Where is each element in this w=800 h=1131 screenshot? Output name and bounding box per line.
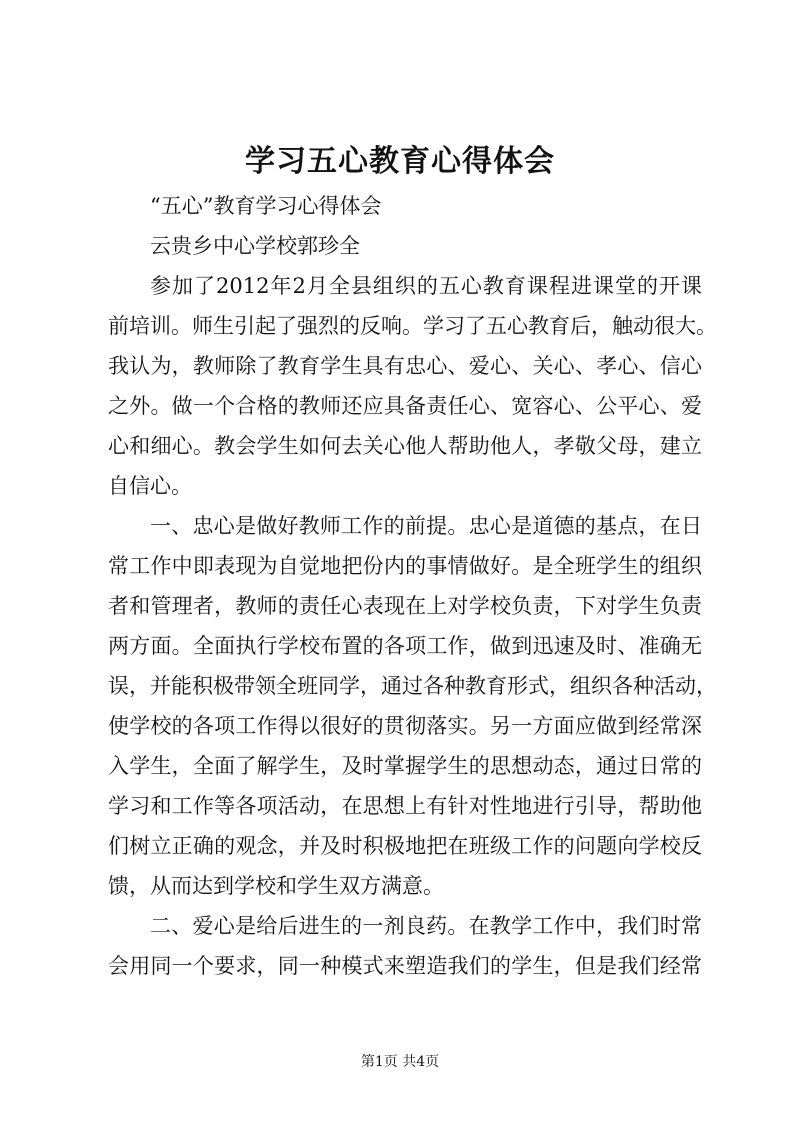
body-line: 者和管理者，教师的责任心表现在上对学校负责，下对学生负责 (108, 594, 702, 618)
body-line: 学习和工作等各项活动，在思想上有针对性地进行引导，帮助他 (108, 794, 702, 818)
body-line: 自信心。 (108, 474, 192, 498)
body-line: 我认为，教师除了教育学生具有忠心、爱心、关心、孝心、信心 (108, 354, 702, 378)
document-title: 学习五心教育心得体会 (245, 144, 555, 179)
body-line: 两方面。全面执行学校布置的各项工作，做到迅速及时、准确无 (108, 634, 702, 658)
body-line: 云贵乡中心学校郭珍全 (150, 234, 360, 258)
body-line: 之外。做一个合格的教师还应具备责任心、宽容心、公平心、爱 (108, 394, 702, 418)
body-line: 馈，从而达到学校和学生双方满意。 (108, 874, 444, 898)
body-line: 参加了2012年2月全县组织的五心教育课程进课堂的开课 (150, 274, 702, 298)
body-line: 心和细心。教会学生如何去关心他人帮助他人，孝敬父母，建立 (108, 434, 702, 458)
body-line: 会用同一个要求，同一种模式来塑造我们的学生，但是我们经常 (108, 954, 702, 978)
page-footer: 第1页 共4页 (360, 1054, 440, 1070)
body-line: 入学生，全面了解学生，及时掌握学生的思想动态，通过日常的 (108, 754, 702, 778)
body-line: “五心”教育学习心得体会 (150, 194, 382, 218)
body-line: 们树立正确的观念，并及时积极地把在班级工作的问题向学校反 (108, 834, 702, 858)
body-line: 使学校的各项工作得以很好的贯彻落实。另一方面应做到经常深 (108, 714, 702, 738)
body-line: 前培训。师生引起了强烈的反响。学习了五心教育后，触动很大。 (108, 314, 717, 338)
body-line: 一、忠心是做好教师工作的前提。忠心是道德的基点，在日 (150, 514, 702, 538)
body-line: 二、爱心是给后进生的一剂良药。在教学工作中，我们时常 (150, 914, 702, 938)
document-body (108, 186, 717, 986)
body-line: 常工作中即表现为自觉地把份内的事情做好。是全班学生的组织 (108, 554, 702, 578)
body-line: 误，并能积极带领全班同学，通过各种教育形式，组织各种活动， (108, 674, 717, 698)
